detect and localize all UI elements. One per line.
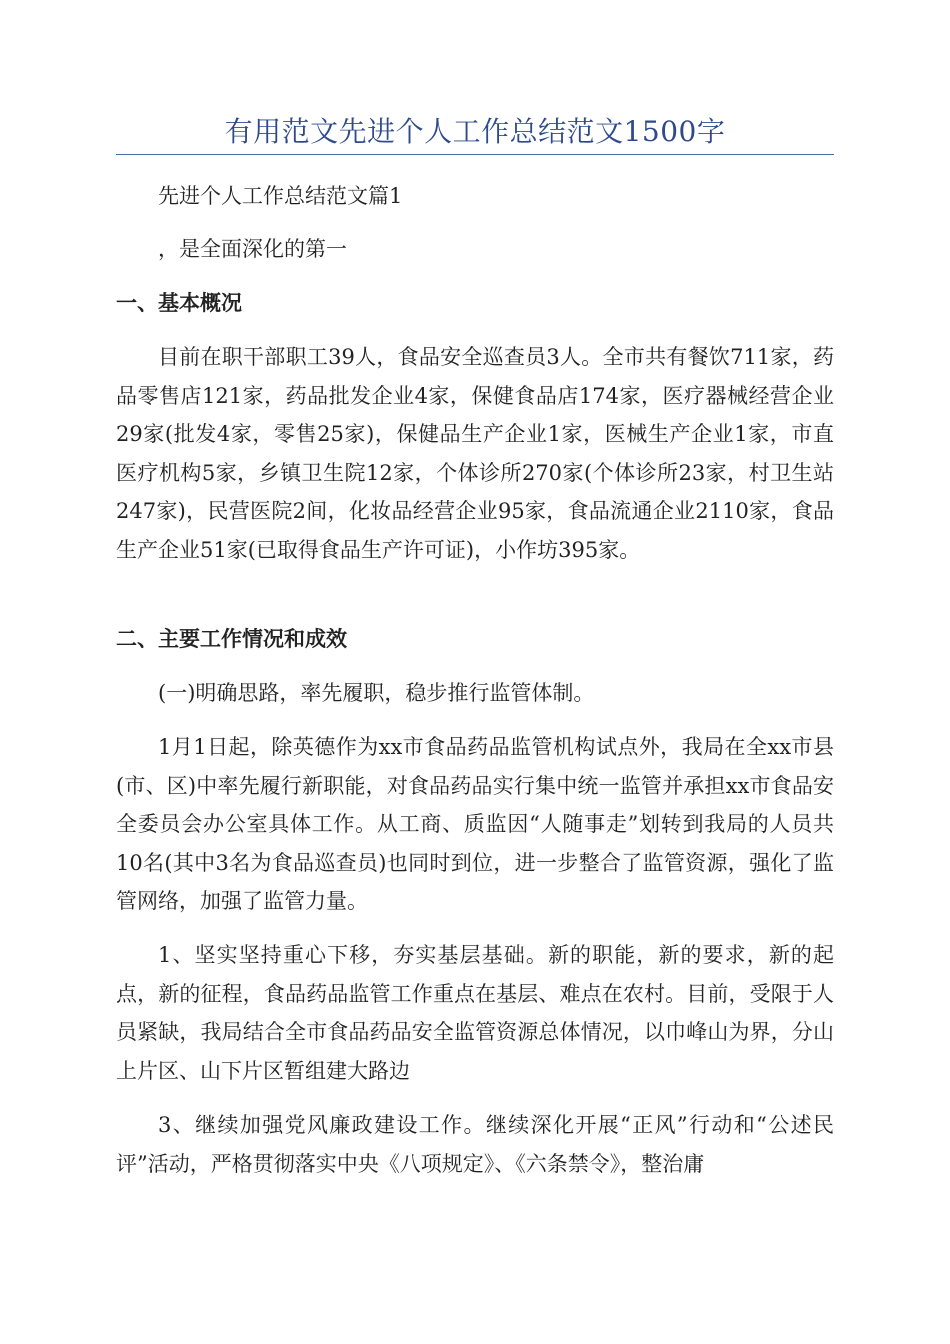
title-underline bbox=[116, 154, 834, 155]
subtitle-paragraph: 先进个人工作总结范文篇1 bbox=[158, 184, 403, 208]
main-work-paragraph-3: 3、继续加强党风廉政建设工作。继续深化开展“正风”行动和“公述民评”活动，严格贯彻落实中央《八项规定》、《六条禁令》，整治庸 bbox=[116, 1113, 834, 1176]
main-work-paragraph-1: 1月1日起，除英德作为xx市食品药品监管机构试点外，我局在全xx市县(市、区)中率先履行新职能，对食品药品实行集中统一监管并承担xx市食品安全委员会办公室具体工作。从工商、质监因“人随事走”划转到我局的人员共10名(其中3名为食品巡查员)也同时到位，进一步整合了监管资源，强化了监管网络，加强了监管力量。 bbox=[116, 735, 834, 913]
subsection-heading: (一)明确思路，率先履职，稳步推行监管体制。 bbox=[158, 681, 595, 705]
section-heading-overview: 一、基本概况 bbox=[116, 291, 242, 315]
document-title: 有用范文先进个人工作总结范文1500字 bbox=[224, 115, 726, 148]
section-heading-main-work: 二、主要工作情况和成效 bbox=[116, 627, 347, 651]
intro-paragraph: ，是全面深化的第一 bbox=[158, 237, 347, 261]
main-work-paragraph-2: 1、坚实坚持重心下移，夯实基层基础。新的职能，新的要求，新的起点，新的征程，食品药品监管工作重点在基层、难点在农村。目前，受限于人员紧缺，我局结合全市食品药品安全监管资源总体情况，以巾峰山为界，分山上片区、山下片区暂组建大路边 bbox=[116, 943, 834, 1083]
overview-paragraph: 目前在职干部职工39人，食品安全巡查员3人。全市共有餐饮711家，药品零售店121家，药品批发企业4家，保健食品店174家，医疗器械经营企业29家(批发4家，零售25家)，保健品生产企业1家，医械生产企业1家，市直医疗机构5家，乡镇卫生院12家，个体诊所270家(个体诊所23家，村卫生站247家)，民营医院2间，化妆品经营企业95家，食品流通企业2110家，食品生产企业51家(已取得食品生产许可证)，小作坊395家。 bbox=[116, 345, 834, 562]
